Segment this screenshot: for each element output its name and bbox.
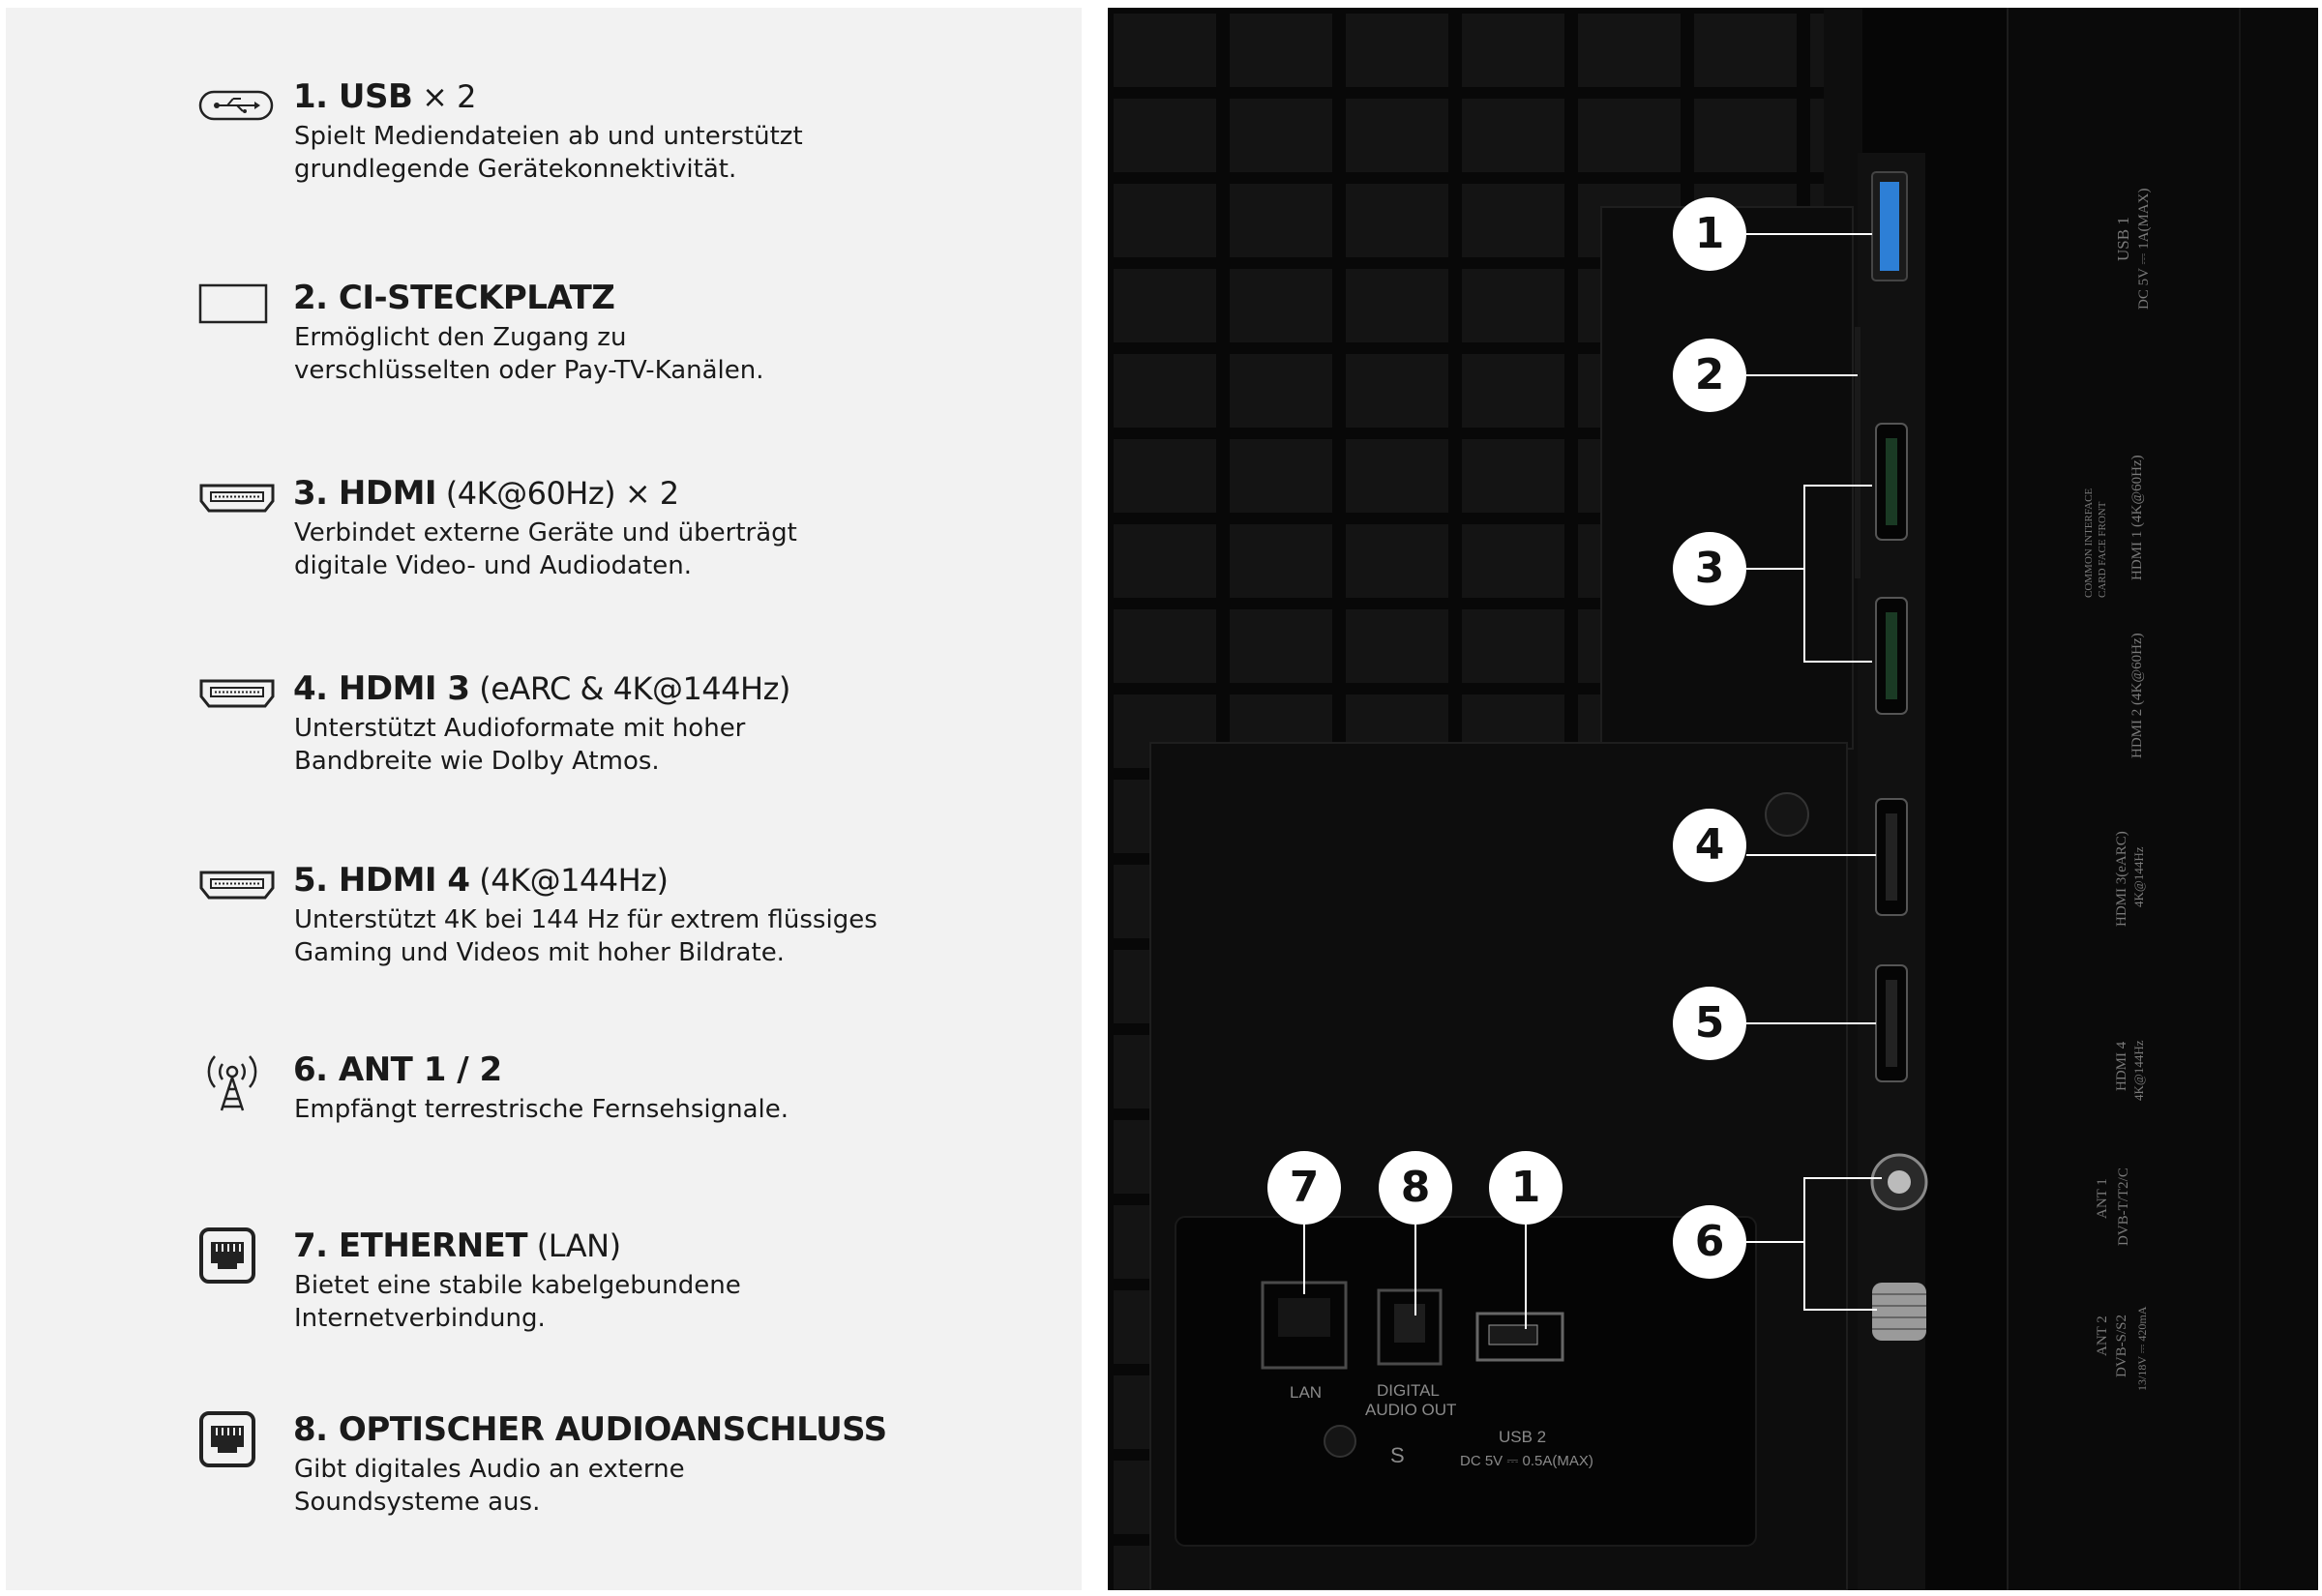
hdmi3-rate-side-label: 4K@144Hz [2131,846,2146,907]
callout-usb-2: 1 [1489,1151,1563,1225]
usb-icon [198,89,270,128]
lan-label: LAN [1290,1383,1323,1402]
feature-description: Unterstützt Audioformate mit hoher Bandbreite wie Dolby Atmos. [294,714,746,776]
callout-antenna: 6 [1673,1205,1746,1279]
ant2-power-side-label: 13/18V ⎓ 420mA [2135,1306,2149,1391]
card-face-front-label: CARD FACE FRONT [2097,501,2108,598]
ci-slot-icon [198,282,270,331]
usb2-label: USB 2 [1499,1428,1547,1446]
usb2-power-label: DC 5V ⎓ 0.5A(MAX) [1460,1453,1593,1469]
feature-title: 6. ANT 1 / 2 [293,1050,502,1089]
usb1-power-side-label: DC 5V ⎓ 1A(MAX) [2136,188,2152,310]
feature-description: Gibt digitales Audio an externe Soundsysteme aus. [294,1455,685,1517]
ant2-side-label: ANT 2 [2095,1315,2110,1356]
ant1-side-label: ANT 1 [2095,1178,2110,1219]
feature-title: 7. ETHERNET (LAN) [293,1227,621,1265]
callout-ethernet: 7 [1267,1151,1341,1225]
feature-description: Ermöglicht den Zugang zu verschlüsselten oder Pay-TV-Kanälen. [294,323,764,385]
feature-description: Unterstützt 4K bei 144 Hz für extrem flüssiges Gaming und Videos mit hoher Bildrate. [294,905,878,967]
hdmi-icon [198,677,270,714]
callout-hdmi-3: 4 [1673,809,1746,882]
feature-list-panel [6,8,1082,1590]
ant1-std-side-label: DVB-T/T2/C [2116,1167,2131,1246]
ethernet-icon [198,1410,270,1474]
hdmi4-side-label: HDMI 4 [2114,1041,2129,1091]
feature-title: 5. HDMI 4 (4K@144Hz) [293,861,669,900]
tv-ports-photo [1108,8,2318,1590]
feature-description: Spielt Mediendateien ab und unterstützt grundlegende Gerätekonnektivität. [294,122,803,184]
audio-out-label: AUDIO OUT [1365,1401,1457,1419]
callout-ci-slot: 2 [1673,339,1746,412]
callout-hdmi: 3 [1673,532,1746,606]
feature-title: 8. OPTISCHER AUDIOANSCHLUSS [293,1410,887,1449]
callout-usb: 1 [1673,197,1746,271]
hdmi4-rate-side-label: 4K@144Hz [2131,1040,2146,1101]
feature-description: Empfängt terrestrische Fernsehsignale. [294,1095,789,1124]
feature-title: 4. HDMI 3 (eARC & 4K@144Hz) [293,669,790,708]
feature-description: Verbindet externe Geräte und überträgt digitale Video- und Audiodaten. [294,518,797,580]
digital-audio-label: DIGITAL [1377,1381,1440,1400]
hdmi3-side-label: HDMI 3(eARC) [2114,831,2129,927]
feature-description: Bietet eine stabile kabelgebundene Internetverbindung. [294,1271,741,1333]
callout-hdmi-4: 5 [1673,987,1746,1060]
feature-title: 2. CI-STECKPLATZ [293,279,615,317]
hdmi2-side-label: HDMI 2 (4K@60Hz) [2129,633,2145,758]
hdmi1-side-label: HDMI 1 (4K@60Hz) [2129,455,2145,580]
hdmi-icon [198,869,270,905]
ant2-std-side-label: DVB-S/S2 [2114,1314,2129,1377]
hdmi-icon [198,482,270,518]
antenna-icon [198,1045,270,1118]
usb1-side-label: USB 1 [2114,217,2132,261]
common-interface-label: COMMON INTERFACE [2083,488,2095,598]
feature-title: 3. HDMI (4K@60Hz) × 2 [293,474,679,513]
callout-optical: 8 [1379,1151,1452,1225]
feature-title: 1. USB × 2 [293,77,476,116]
ethernet-icon [198,1227,270,1290]
s-mark-label: S [1390,1443,1405,1467]
